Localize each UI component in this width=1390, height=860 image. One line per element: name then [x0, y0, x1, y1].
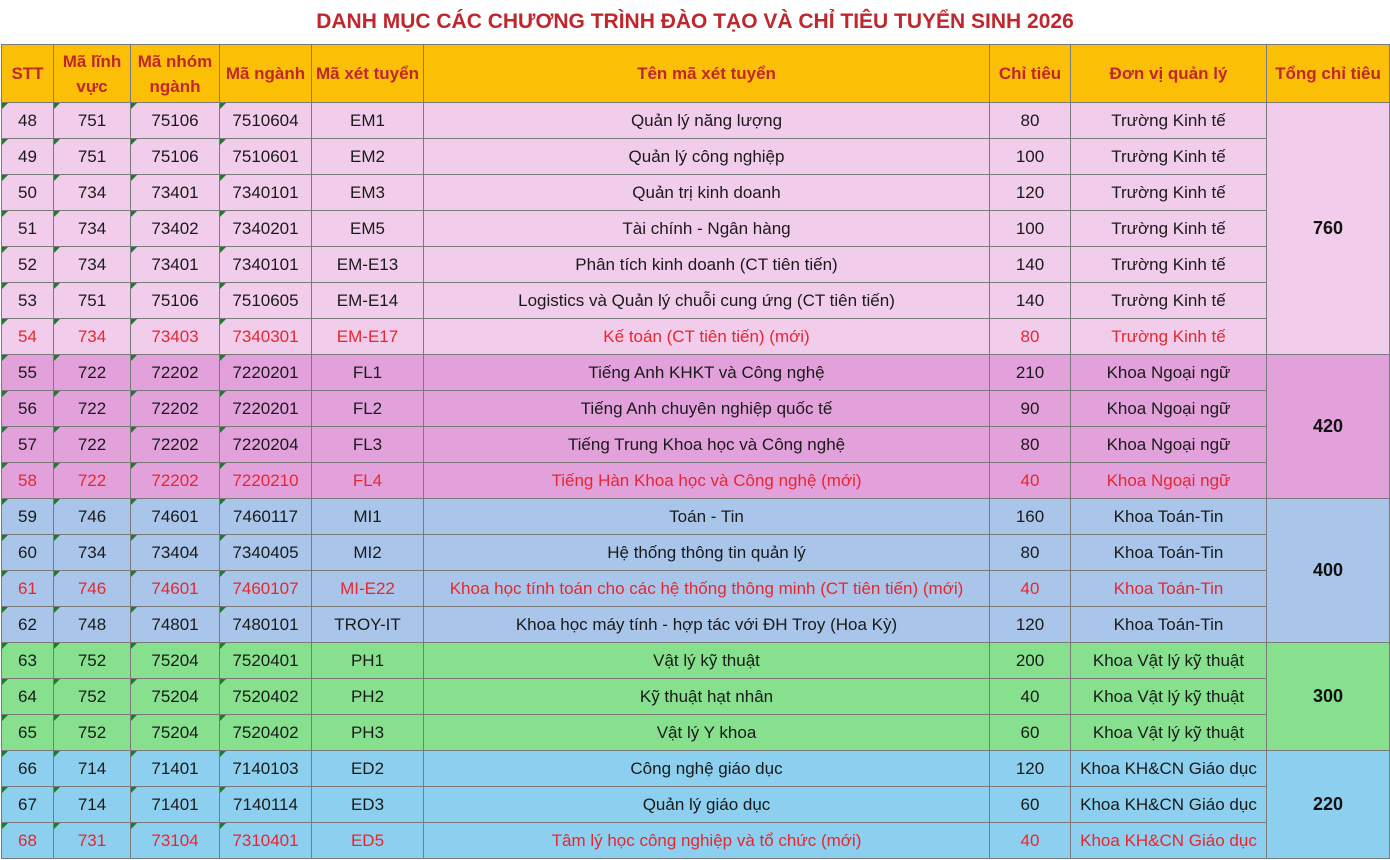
- cell-chi-tieu: 80: [990, 103, 1071, 139]
- cell-ten-ma-xet-tuyen: Tiếng Anh KHKT và Công nghệ: [424, 355, 990, 391]
- cell-don-vi-quan-ly: Khoa Toán-Tin: [1071, 571, 1267, 607]
- table-row: [2, 139, 1390, 175]
- cell-ma-xet-tuyen: EM5: [312, 211, 424, 247]
- cell-ma-linh-vuc: 722: [54, 391, 131, 427]
- cell-ma-nganh: 7220201: [220, 391, 312, 427]
- cell-ten-ma-xet-tuyen: Quản trị kinh doanh: [424, 175, 990, 211]
- cell-ten-ma-xet-tuyen: Tiếng Hàn Khoa học và Công nghệ (mới): [424, 463, 990, 499]
- cell-ma-linh-vuc: 752: [54, 679, 131, 715]
- cell-ma-xet-tuyen: FL4: [312, 463, 424, 499]
- cell-ma-linh-vuc: 722: [54, 355, 131, 391]
- col-header-ma-nhom-nganh: Mã nhóm ngành: [131, 45, 220, 103]
- cell-stt: 52: [2, 247, 54, 283]
- cell-ma-nhom-nganh: 74601: [131, 499, 220, 535]
- col-header-ma-xet-tuyen: Mã xét tuyển: [312, 45, 424, 103]
- cell-stt: 54: [2, 319, 54, 355]
- cell-ma-nganh: 7140103: [220, 751, 312, 787]
- table-row: [2, 283, 1390, 319]
- cell-don-vi-quan-ly: Khoa Ngoại ngữ: [1071, 391, 1267, 427]
- cell-stt: 63: [2, 643, 54, 679]
- cell-ten-ma-xet-tuyen: Khoa học máy tính - hợp tác với ĐH Troy (Hoa Kỳ): [424, 607, 990, 643]
- cell-chi-tieu: 60: [990, 715, 1071, 751]
- cell-stt: 53: [2, 283, 54, 319]
- cell-ten-ma-xet-tuyen: Quản lý năng lượng: [424, 103, 990, 139]
- cell-ma-nganh: 7510605: [220, 283, 312, 319]
- cell-ma-nganh: 7220204: [220, 427, 312, 463]
- cell-ma-nhom-nganh: 71401: [131, 787, 220, 823]
- cell-stt: 64: [2, 679, 54, 715]
- cell-ma-xet-tuyen: EM1: [312, 103, 424, 139]
- cell-don-vi-quan-ly: Khoa KH&CN Giáo dục: [1071, 823, 1267, 859]
- cell-ma-xet-tuyen: MI2: [312, 535, 424, 571]
- cell-ten-ma-xet-tuyen: Kỹ thuật hạt nhân: [424, 679, 990, 715]
- cell-ten-ma-xet-tuyen: Quản lý công nghiệp: [424, 139, 990, 175]
- cell-ma-nganh: 7340101: [220, 247, 312, 283]
- cell-don-vi-quan-ly: Trường Kinh tế: [1071, 319, 1267, 355]
- cell-don-vi-quan-ly: Trường Kinh tế: [1071, 283, 1267, 319]
- cell-ten-ma-xet-tuyen: Hệ thống thông tin quản lý: [424, 535, 990, 571]
- cell-chi-tieu: 40: [990, 463, 1071, 499]
- cell-ma-xet-tuyen: PH2: [312, 679, 424, 715]
- cell-ma-linh-vuc: 734: [54, 175, 131, 211]
- cell-ma-linh-vuc: 734: [54, 211, 131, 247]
- cell-ma-nhom-nganh: 74601: [131, 571, 220, 607]
- table-row: [2, 535, 1390, 571]
- cell-chi-tieu: 40: [990, 571, 1071, 607]
- cell-stt: 55: [2, 355, 54, 391]
- cell-don-vi-quan-ly: Khoa Ngoại ngữ: [1071, 463, 1267, 499]
- cell-ten-ma-xet-tuyen: Toán - Tin: [424, 499, 990, 535]
- cell-don-vi-quan-ly: Khoa Toán-Tin: [1071, 535, 1267, 571]
- cell-tong-chi-tieu: 300: [1267, 643, 1390, 751]
- table-row: [2, 607, 1390, 643]
- header-row: [2, 45, 1390, 103]
- cell-chi-tieu: 90: [990, 391, 1071, 427]
- col-header-stt: STT: [2, 45, 54, 103]
- cell-ma-nhom-nganh: 72202: [131, 355, 220, 391]
- cell-ma-nganh: 7340405: [220, 535, 312, 571]
- cell-ten-ma-xet-tuyen: Phân tích kinh doanh (CT tiên tiến): [424, 247, 990, 283]
- table-row: [2, 823, 1390, 859]
- table-row: [2, 355, 1390, 391]
- cell-chi-tieu: 210: [990, 355, 1071, 391]
- cell-ma-xet-tuyen: EM2: [312, 139, 424, 175]
- cell-ma-xet-tuyen: FL1: [312, 355, 424, 391]
- cell-don-vi-quan-ly: Trường Kinh tế: [1071, 175, 1267, 211]
- cell-stt: 65: [2, 715, 54, 751]
- cell-ma-nganh: 7340101: [220, 175, 312, 211]
- cell-stt: 49: [2, 139, 54, 175]
- cell-don-vi-quan-ly: Khoa Toán-Tin: [1071, 499, 1267, 535]
- cell-stt: 66: [2, 751, 54, 787]
- cell-ma-nhom-nganh: 75204: [131, 679, 220, 715]
- cell-ma-nhom-nganh: 73401: [131, 247, 220, 283]
- cell-tong-chi-tieu: 420: [1267, 355, 1390, 499]
- cell-don-vi-quan-ly: Khoa Ngoại ngữ: [1071, 427, 1267, 463]
- cell-ten-ma-xet-tuyen: Tiếng Trung Khoa học và Công nghệ: [424, 427, 990, 463]
- cell-ten-ma-xet-tuyen: Logistics và Quản lý chuỗi cung ứng (CT tiên tiến): [424, 283, 990, 319]
- cell-chi-tieu: 200: [990, 643, 1071, 679]
- cell-ma-linh-vuc: 734: [54, 319, 131, 355]
- cell-ma-nhom-nganh: 72202: [131, 391, 220, 427]
- col-header-chi-tieu: Chỉ tiêu: [990, 45, 1071, 103]
- cell-stt: 50: [2, 175, 54, 211]
- cell-ma-nhom-nganh: 73401: [131, 175, 220, 211]
- cell-ma-nhom-nganh: 73404: [131, 535, 220, 571]
- cell-ten-ma-xet-tuyen: Khoa học tính toán cho các hệ thống thông minh (CT tiên tiến) (mới): [424, 571, 990, 607]
- cell-ma-xet-tuyen: PH1: [312, 643, 424, 679]
- cell-chi-tieu: 120: [990, 175, 1071, 211]
- cell-stt: 60: [2, 535, 54, 571]
- table-row: [2, 571, 1390, 607]
- cell-tong-chi-tieu: 220: [1267, 751, 1390, 859]
- cell-ma-nganh: 7520402: [220, 715, 312, 751]
- cell-ma-linh-vuc: 746: [54, 571, 131, 607]
- cell-chi-tieu: 40: [990, 679, 1071, 715]
- cell-ma-nhom-nganh: 75106: [131, 103, 220, 139]
- cell-don-vi-quan-ly: Khoa Toán-Tin: [1071, 607, 1267, 643]
- cell-ma-xet-tuyen: EM-E13: [312, 247, 424, 283]
- cell-don-vi-quan-ly: Trường Kinh tế: [1071, 103, 1267, 139]
- cell-stt: 67: [2, 787, 54, 823]
- table-row: [2, 427, 1390, 463]
- col-header-tong-chi-tieu: Tổng chỉ tiêu: [1267, 45, 1390, 103]
- cell-don-vi-quan-ly: Khoa Vật lý kỹ thuật: [1071, 715, 1267, 751]
- cell-ten-ma-xet-tuyen: Tâm lý học công nghiệp và tổ chức (mới): [424, 823, 990, 859]
- cell-chi-tieu: 40: [990, 823, 1071, 859]
- cell-ma-nganh: 7220210: [220, 463, 312, 499]
- cell-ma-nganh: 7220201: [220, 355, 312, 391]
- cell-ma-xet-tuyen: ED3: [312, 787, 424, 823]
- cell-ma-nganh: 7340301: [220, 319, 312, 355]
- cell-stt: 58: [2, 463, 54, 499]
- cell-ma-nhom-nganh: 75204: [131, 643, 220, 679]
- cell-don-vi-quan-ly: Khoa Ngoại ngữ: [1071, 355, 1267, 391]
- cell-ma-linh-vuc: 751: [54, 103, 131, 139]
- cell-ma-nhom-nganh: 73403: [131, 319, 220, 355]
- cell-ma-nhom-nganh: 73104: [131, 823, 220, 859]
- cell-ma-xet-tuyen: PH3: [312, 715, 424, 751]
- cell-stt: 56: [2, 391, 54, 427]
- table-row: [2, 391, 1390, 427]
- col-header-ten-ma-xet-tuyen: Tên mã xét tuyển: [424, 45, 990, 103]
- table-row: [2, 175, 1390, 211]
- cell-ma-linh-vuc: 751: [54, 139, 131, 175]
- cell-ma-xet-tuyen: FL2: [312, 391, 424, 427]
- page-title: DANH MỤC CÁC CHƯƠNG TRÌNH ĐÀO TẠO VÀ CHỈ TIÊU TUYỂN SINH 2026: [316, 10, 1074, 33]
- cell-ma-nhom-nganh: 75106: [131, 139, 220, 175]
- cell-ma-nganh: 7510604: [220, 103, 312, 139]
- cell-chi-tieu: 100: [990, 211, 1071, 247]
- cell-ma-nganh: 7340201: [220, 211, 312, 247]
- table-row: [2, 643, 1390, 679]
- cell-ma-xet-tuyen: MI1: [312, 499, 424, 535]
- cell-stt: 62: [2, 607, 54, 643]
- table-row: [2, 679, 1390, 715]
- cell-ma-linh-vuc: 752: [54, 643, 131, 679]
- cell-ma-xet-tuyen: EM3: [312, 175, 424, 211]
- cell-ma-xet-tuyen: MI-E22: [312, 571, 424, 607]
- cell-don-vi-quan-ly: Trường Kinh tế: [1071, 139, 1267, 175]
- table-row: [2, 463, 1390, 499]
- cell-ma-nganh: 7310401: [220, 823, 312, 859]
- cell-don-vi-quan-ly: Trường Kinh tế: [1071, 211, 1267, 247]
- cell-chi-tieu: 100: [990, 139, 1071, 175]
- cell-ma-nganh: 7480101: [220, 607, 312, 643]
- cell-ma-nhom-nganh: 73402: [131, 211, 220, 247]
- table-row: [2, 103, 1390, 139]
- table-row: [2, 247, 1390, 283]
- cell-ma-nganh: 7520401: [220, 643, 312, 679]
- cell-ma-nganh: 7140114: [220, 787, 312, 823]
- cell-ma-linh-vuc: 731: [54, 823, 131, 859]
- cell-ma-xet-tuyen: TROY-IT: [312, 607, 424, 643]
- cell-ma-linh-vuc: 751: [54, 283, 131, 319]
- cell-ma-linh-vuc: 722: [54, 463, 131, 499]
- cell-ma-nhom-nganh: 74801: [131, 607, 220, 643]
- cell-ma-linh-vuc: 748: [54, 607, 131, 643]
- cell-ma-nhom-nganh: 72202: [131, 463, 220, 499]
- cell-ma-xet-tuyen: FL3: [312, 427, 424, 463]
- cell-ma-linh-vuc: 734: [54, 535, 131, 571]
- table-row: [2, 319, 1390, 355]
- cell-chi-tieu: 120: [990, 607, 1071, 643]
- cell-ma-nhom-nganh: 75204: [131, 715, 220, 751]
- cell-chi-tieu: 140: [990, 247, 1071, 283]
- cell-ma-nhom-nganh: 71401: [131, 751, 220, 787]
- cell-don-vi-quan-ly: Khoa KH&CN Giáo dục: [1071, 751, 1267, 787]
- col-header-ma-nganh: Mã ngành: [220, 45, 312, 103]
- cell-chi-tieu: 60: [990, 787, 1071, 823]
- cell-ma-xet-tuyen: EM-E14: [312, 283, 424, 319]
- cell-stt: 48: [2, 103, 54, 139]
- cell-ma-nhom-nganh: 75106: [131, 283, 220, 319]
- table-row: [2, 211, 1390, 247]
- col-header-ma-linh-vuc: Mã lĩnh vực: [54, 45, 131, 103]
- cell-don-vi-quan-ly: Khoa Vật lý kỹ thuật: [1071, 679, 1267, 715]
- cell-ma-linh-vuc: 714: [54, 751, 131, 787]
- cell-chi-tieu: 160: [990, 499, 1071, 535]
- cell-chi-tieu: 80: [990, 427, 1071, 463]
- cell-ten-ma-xet-tuyen: Tài chính - Ngân hàng: [424, 211, 990, 247]
- cell-ten-ma-xet-tuyen: Quản lý giáo dục: [424, 787, 990, 823]
- cell-ma-nganh: 7460117: [220, 499, 312, 535]
- cell-tong-chi-tieu: 760: [1267, 103, 1390, 355]
- cell-stt: 51: [2, 211, 54, 247]
- cell-ten-ma-xet-tuyen: Vật lý kỹ thuật: [424, 643, 990, 679]
- cell-ten-ma-xet-tuyen: Vật lý Y khoa: [424, 715, 990, 751]
- table-body: [2, 103, 1390, 859]
- cell-tong-chi-tieu: 400: [1267, 499, 1390, 643]
- cell-ma-nganh: 7510601: [220, 139, 312, 175]
- admissions-table: [1, 44, 1390, 859]
- cell-stt: 57: [2, 427, 54, 463]
- col-header-don-vi: Đơn vị quản lý: [1071, 45, 1267, 103]
- cell-ma-xet-tuyen: ED2: [312, 751, 424, 787]
- cell-ma-nganh: 7520402: [220, 679, 312, 715]
- cell-stt: 68: [2, 823, 54, 859]
- cell-chi-tieu: 120: [990, 751, 1071, 787]
- table-row: [2, 787, 1390, 823]
- cell-ma-linh-vuc: 734: [54, 247, 131, 283]
- cell-ma-nhom-nganh: 72202: [131, 427, 220, 463]
- cell-chi-tieu: 140: [990, 283, 1071, 319]
- cell-ma-linh-vuc: 722: [54, 427, 131, 463]
- cell-ma-linh-vuc: 714: [54, 787, 131, 823]
- cell-ma-linh-vuc: 746: [54, 499, 131, 535]
- cell-ten-ma-xet-tuyen: Kế toán (CT tiên tiến) (mới): [424, 319, 990, 355]
- cell-ma-nganh: 7460107: [220, 571, 312, 607]
- cell-don-vi-quan-ly: Khoa Vật lý kỹ thuật: [1071, 643, 1267, 679]
- cell-ten-ma-xet-tuyen: Công nghệ giáo dục: [424, 751, 990, 787]
- cell-don-vi-quan-ly: Khoa KH&CN Giáo dục: [1071, 787, 1267, 823]
- table-row: [2, 751, 1390, 787]
- cell-don-vi-quan-ly: Trường Kinh tế: [1071, 247, 1267, 283]
- cell-ma-xet-tuyen: ED5: [312, 823, 424, 859]
- cell-stt: 61: [2, 571, 54, 607]
- table-row: [2, 715, 1390, 751]
- cell-chi-tieu: 80: [990, 319, 1071, 355]
- table-row: [2, 499, 1390, 535]
- cell-ma-linh-vuc: 752: [54, 715, 131, 751]
- cell-ten-ma-xet-tuyen: Tiếng Anh chuyên nghiệp quốc tế: [424, 391, 990, 427]
- cell-chi-tieu: 80: [990, 535, 1071, 571]
- cell-stt: 59: [2, 499, 54, 535]
- cell-ma-xet-tuyen: EM-E17: [312, 319, 424, 355]
